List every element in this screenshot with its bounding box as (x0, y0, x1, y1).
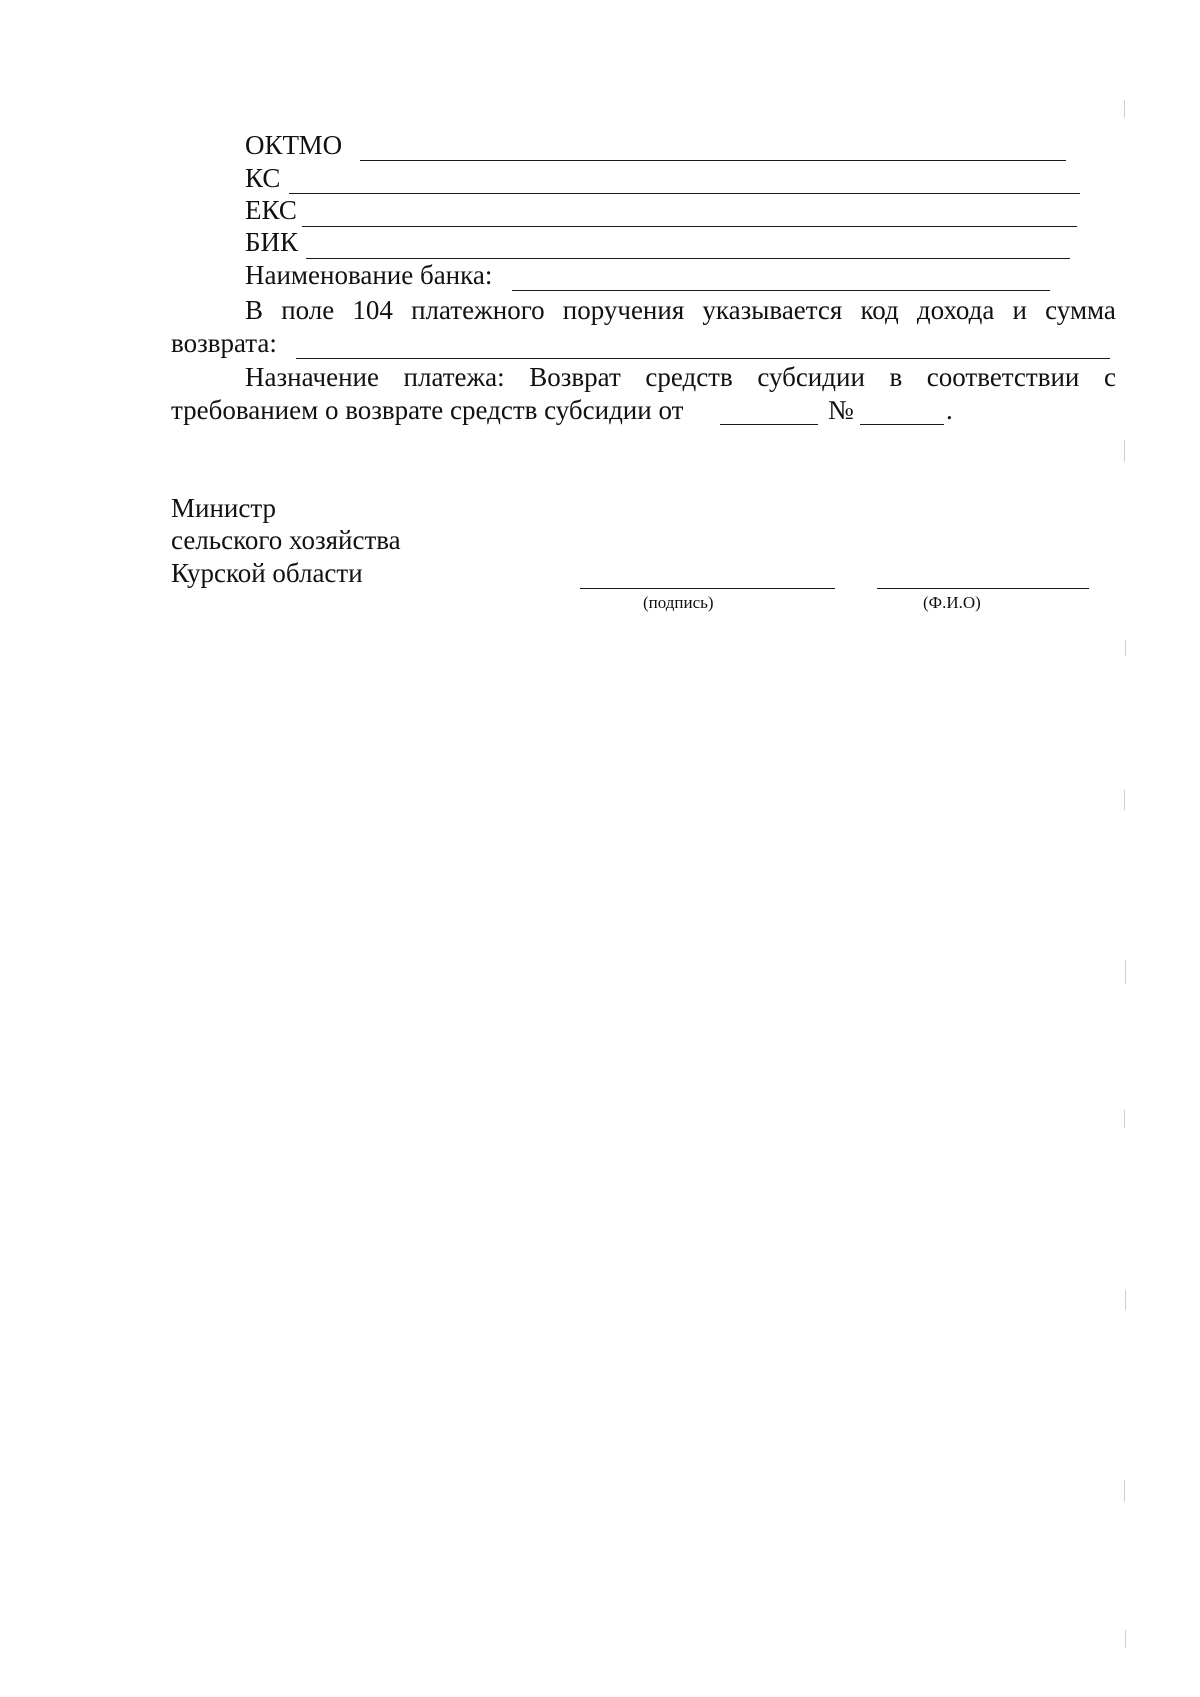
bik-label: БИК (245, 227, 299, 257)
word: Назначение (245, 362, 379, 392)
end-period: . (946, 395, 953, 425)
scan-speck (1124, 100, 1125, 118)
requirement-date-field-line[interactable] (720, 424, 818, 425)
word: средств (645, 362, 733, 392)
ks-label: КС (245, 163, 281, 193)
bik-field-line[interactable] (306, 258, 1070, 259)
word: дохода (916, 295, 995, 325)
payment-purpose-line1 (245, 364, 1116, 391)
scan-speck (1125, 1290, 1126, 1310)
field-104-paragraph-line1 (245, 297, 1116, 324)
signatory-title-line1: Министр (171, 493, 276, 523)
oktmo-label: ОКТМО (245, 130, 343, 160)
fio-field-line[interactable] (877, 588, 1089, 589)
word: поручения (562, 295, 685, 325)
word: платежа: (403, 362, 505, 392)
word: поле (281, 295, 335, 325)
word: в (889, 362, 903, 392)
signatory-title-line3: Курской области (171, 558, 363, 588)
scan-speck (1124, 790, 1125, 810)
return-amount-label: возврата: (171, 328, 277, 358)
scan-speck (1125, 960, 1126, 984)
word: код (860, 295, 899, 325)
word: с (1103, 362, 1116, 392)
number-sign: № (828, 395, 854, 425)
return-amount-field-line[interactable] (296, 358, 1110, 359)
word: 104 (352, 295, 393, 325)
payment-purpose-line2: требованием о возврате средств субсидии от (171, 395, 684, 425)
word: соответствии (926, 362, 1080, 392)
scan-speck (1125, 640, 1126, 656)
signature-caption: (подпись) (643, 593, 714, 612)
fio-caption: (Ф.И.О) (923, 593, 981, 612)
eks-field-line[interactable] (302, 226, 1077, 227)
bank-name-field-line[interactable] (512, 290, 1050, 291)
eks-label: ЕКС (245, 195, 297, 225)
scan-speck (1124, 1110, 1125, 1128)
word: и (1012, 295, 1027, 325)
scan-speck (1125, 1630, 1126, 1648)
scan-speck (1124, 440, 1125, 462)
word: В (245, 295, 264, 325)
word: субсидии (757, 362, 865, 392)
requirement-number-field-line[interactable] (860, 424, 944, 425)
word: Возврат (529, 362, 621, 392)
ks-field-line[interactable] (289, 193, 1080, 194)
signature-field-line[interactable] (580, 588, 835, 589)
word: указывается (702, 295, 843, 325)
word: платежного (411, 295, 545, 325)
oktmo-field-line[interactable] (360, 160, 1066, 161)
scan-speck (1124, 1480, 1125, 1502)
signatory-title-line2: сельского хозяйства (171, 525, 401, 555)
bank-name-label: Наименование банка: (245, 260, 493, 290)
word: сумма (1045, 295, 1116, 325)
